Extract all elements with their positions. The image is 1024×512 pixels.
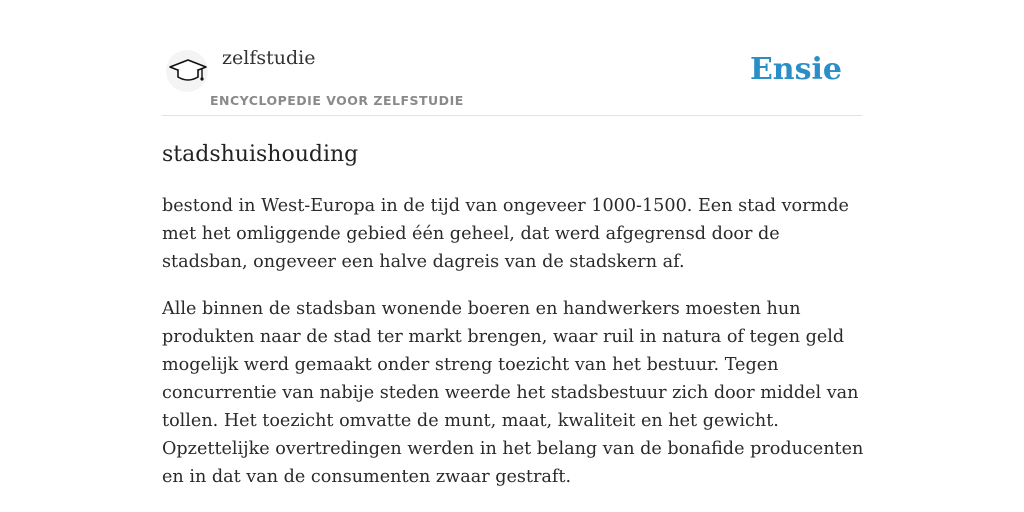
graduation-cap-icon-graphic (168, 56, 208, 86)
article-body (162, 192, 867, 510)
article-title: stadshuishouding (162, 142, 359, 167)
article-paragraph: Alle binnen de stadsban wonende boeren en handwerkers moesten hun produkten naar de stad ter markt brengen, waar ruil in natura of tegen geld mogelijk werd gemaakt onder streng toezicht van het bestuur. Tegen concurrentie van nabije steden weerde het stadsbestuur zich door middel van tollen. Het toezicht omvatte de munt, maat, kwaliteit en het gewicht. Opzettelijke overtredingen werden in het belang van de bonafide producenten en in dat van de consumenten zwaar gestraft. (162, 299, 864, 487)
site-tagline: ENCYCLOPEDIE VOOR ZELFSTUDIE (210, 93, 464, 108)
site-header (162, 0, 862, 116)
site-name[interactable]: zelfstudie (222, 47, 316, 69)
article-paragraph: bestond in West-Europa in de tijd van ongeveer 1000-1500. Een stad vormde met het omliggende gebied één geheel, dat werd afgegrensd door de stadsban, ongeveer een halve dagreis van de stadskern af. (162, 196, 849, 272)
graduation-cap-icon[interactable] (166, 50, 208, 92)
brand-logo-link[interactable]: Ensie (749, 52, 842, 87)
